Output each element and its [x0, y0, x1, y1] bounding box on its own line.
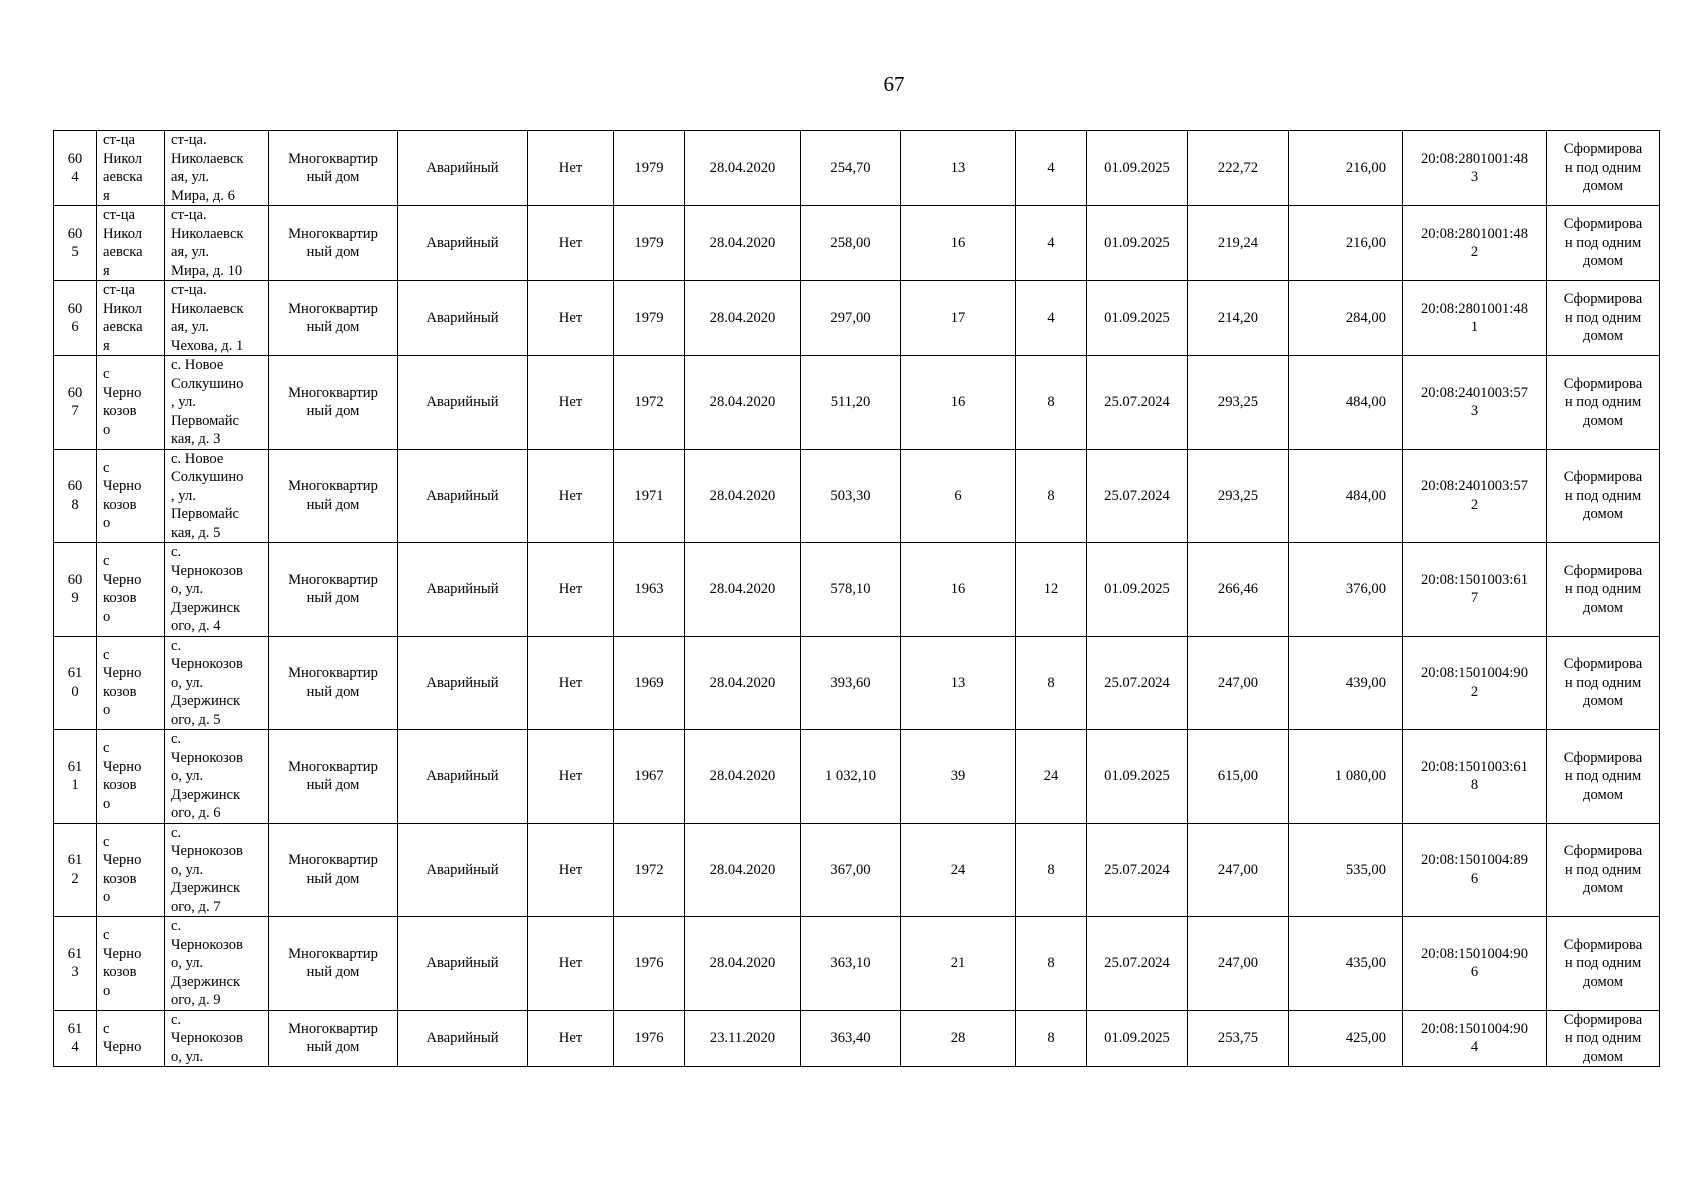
cell-area: 511,20 [801, 356, 901, 450]
cell-cadastre: 20:08:2801001:48 2 [1403, 206, 1547, 281]
cell-deadline: 01.09.2025 [1087, 281, 1188, 356]
cell-value-2: 484,00 [1289, 356, 1403, 450]
cell-flag: Нет [528, 449, 614, 543]
cell-condition: Аварийный [398, 449, 528, 543]
cell-settlement: ст-ца Никол аевска я [97, 206, 165, 281]
cell-deadline: 01.09.2025 [1087, 131, 1188, 206]
cell-flag: Нет [528, 281, 614, 356]
cell-area: 363,10 [801, 917, 901, 1011]
cell-flag: Нет [528, 131, 614, 206]
cell-area: 297,00 [801, 281, 901, 356]
cell-year: 1979 [614, 131, 685, 206]
cell-number: 60 9 [54, 543, 97, 637]
cell-year: 1976 [614, 917, 685, 1011]
cell-building-type: Многоквартир ный дом [269, 1010, 398, 1067]
cell-number: 61 4 [54, 1010, 97, 1067]
cell-address: с. Чернокозов о, ул. Дзержинск ого, д. 7 [165, 823, 269, 917]
cell-count: 8 [1016, 917, 1087, 1011]
cell-cadastre: 20:08:1501004:90 4 [1403, 1010, 1547, 1067]
cell-status: Сформирова н под одним домом [1547, 636, 1660, 730]
cell-condition: Аварийный [398, 131, 528, 206]
cell-settlement: ст-ца Никол аевска я [97, 281, 165, 356]
cell-date: 28.04.2020 [685, 823, 801, 917]
cell-area: 578,10 [801, 543, 901, 637]
cell-status: Сформирова н под одним домом [1547, 730, 1660, 824]
cell-cadastre: 20:08:2401003:57 3 [1403, 356, 1547, 450]
cell-cadastre: 20:08:1501004:89 6 [1403, 823, 1547, 917]
cell-building-type: Многоквартир ный дом [269, 449, 398, 543]
cell-condition: Аварийный [398, 917, 528, 1011]
cell-flag: Нет [528, 823, 614, 917]
cell-number: 60 4 [54, 131, 97, 206]
cell-residents: 24 [901, 823, 1016, 917]
cell-address: с. Чернокозов о, ул. Дзержинск ого, д. 5 [165, 636, 269, 730]
cell-building-type: Многоквартир ный дом [269, 543, 398, 637]
cell-value-2: 535,00 [1289, 823, 1403, 917]
cell-status: Сформирова н под одним домом [1547, 1010, 1660, 1067]
cell-year: 1979 [614, 281, 685, 356]
cell-address: с. Чернокозов о, ул. Дзержинск ого, д. 6 [165, 730, 269, 824]
cell-year: 1979 [614, 206, 685, 281]
cell-residents: 16 [901, 206, 1016, 281]
table-row [54, 730, 1660, 824]
cell-value-1: 253,75 [1188, 1010, 1289, 1067]
cell-flag: Нет [528, 543, 614, 637]
cell-deadline: 01.09.2025 [1087, 206, 1188, 281]
cell-count: 4 [1016, 131, 1087, 206]
cell-cadastre: 20:08:1501003:61 7 [1403, 543, 1547, 637]
cell-count: 12 [1016, 543, 1087, 637]
cell-value-1: 615,00 [1188, 730, 1289, 824]
cell-residents: 39 [901, 730, 1016, 824]
cell-value-1: 214,20 [1188, 281, 1289, 356]
cell-year: 1967 [614, 730, 685, 824]
cell-date: 28.04.2020 [685, 543, 801, 637]
cell-cadastre: 20:08:2401003:57 2 [1403, 449, 1547, 543]
cell-flag: Нет [528, 206, 614, 281]
housing-table [53, 130, 1660, 1067]
cell-status: Сформирова н под одним домом [1547, 206, 1660, 281]
cell-status: Сформирова н под одним домом [1547, 131, 1660, 206]
cell-value-2: 439,00 [1289, 636, 1403, 730]
cell-address: с. Чернокозов о, ул. Дзержинск ого, д. 4 [165, 543, 269, 637]
cell-settlement: ст-ца Никол аевска я [97, 131, 165, 206]
cell-count: 4 [1016, 281, 1087, 356]
table-row [54, 281, 1660, 356]
cell-status: Сформирова н под одним домом [1547, 281, 1660, 356]
cell-year: 1972 [614, 356, 685, 450]
cell-deadline: 25.07.2024 [1087, 356, 1188, 450]
cell-number: 61 3 [54, 917, 97, 1011]
cell-building-type: Многоквартир ный дом [269, 823, 398, 917]
cell-date: 28.04.2020 [685, 636, 801, 730]
cell-address: ст-ца. Николаевск ая, ул. Мира, д. 10 [165, 206, 269, 281]
cell-value-1: 293,25 [1188, 356, 1289, 450]
cell-settlement: с Черно козов о [97, 917, 165, 1011]
table-row [54, 449, 1660, 543]
cell-cadastre: 20:08:2801001:48 3 [1403, 131, 1547, 206]
cell-year: 1976 [614, 1010, 685, 1067]
cell-number: 60 8 [54, 449, 97, 543]
cell-area: 367,00 [801, 823, 901, 917]
cell-value-2: 216,00 [1289, 131, 1403, 206]
cell-condition: Аварийный [398, 823, 528, 917]
cell-cadastre: 20:08:1501004:90 2 [1403, 636, 1547, 730]
cell-count: 8 [1016, 636, 1087, 730]
cell-building-type: Многоквартир ный дом [269, 730, 398, 824]
cell-value-1: 293,25 [1188, 449, 1289, 543]
cell-value-2: 216,00 [1289, 206, 1403, 281]
cell-area: 258,00 [801, 206, 901, 281]
table-row [54, 356, 1660, 450]
cell-address: с. Чернокозов о, ул. [165, 1010, 269, 1067]
cell-status: Сформирова н под одним домом [1547, 823, 1660, 917]
cell-value-2: 1 080,00 [1289, 730, 1403, 824]
cell-area: 254,70 [801, 131, 901, 206]
cell-residents: 16 [901, 543, 1016, 637]
cell-status: Сформирова н под одним домом [1547, 543, 1660, 637]
cell-number: 61 0 [54, 636, 97, 730]
cell-year: 1963 [614, 543, 685, 637]
cell-residents: 28 [901, 1010, 1016, 1067]
table-row [54, 917, 1660, 1011]
cell-residents: 13 [901, 636, 1016, 730]
cell-condition: Аварийный [398, 543, 528, 637]
table-row [54, 823, 1660, 917]
cell-residents: 13 [901, 131, 1016, 206]
table-row [54, 543, 1660, 637]
cell-year: 1971 [614, 449, 685, 543]
cell-value-1: 266,46 [1188, 543, 1289, 637]
cell-cadastre: 20:08:2801001:48 1 [1403, 281, 1547, 356]
cell-status: Сформирова н под одним домом [1547, 356, 1660, 450]
cell-year: 1972 [614, 823, 685, 917]
cell-deadline: 01.09.2025 [1087, 1010, 1188, 1067]
cell-date: 28.04.2020 [685, 356, 801, 450]
cell-condition: Аварийный [398, 356, 528, 450]
cell-deadline: 25.07.2024 [1087, 449, 1188, 543]
cell-date: 28.04.2020 [685, 131, 801, 206]
cell-area: 1 032,10 [801, 730, 901, 824]
cell-date: 28.04.2020 [685, 281, 801, 356]
page-number: 67 [883, 72, 905, 96]
cell-flag: Нет [528, 636, 614, 730]
cell-count: 8 [1016, 823, 1087, 917]
cell-flag: Нет [528, 917, 614, 1011]
cell-building-type: Многоквартир ный дом [269, 131, 398, 206]
cell-count: 8 [1016, 449, 1087, 543]
cell-number: 61 2 [54, 823, 97, 917]
cell-date: 23.11.2020 [685, 1010, 801, 1067]
cell-address: ст-ца. Николаевск ая, ул. Мира, д. 6 [165, 131, 269, 206]
cell-building-type: Многоквартир ный дом [269, 206, 398, 281]
cell-count: 4 [1016, 206, 1087, 281]
cell-settlement: с Черно козов о [97, 356, 165, 450]
cell-building-type: Многоквартир ный дом [269, 356, 398, 450]
cell-condition: Аварийный [398, 636, 528, 730]
cell-residents: 21 [901, 917, 1016, 1011]
cell-address: с. Чернокозов о, ул. Дзержинск ого, д. 9 [165, 917, 269, 1011]
cell-value-2: 284,00 [1289, 281, 1403, 356]
cell-settlement: с Черно козов о [97, 823, 165, 917]
cell-address: с. Новое Солкушино , ул. Первомайс кая, д. 5 [165, 449, 269, 543]
cell-status: Сформирова н под одним домом [1547, 449, 1660, 543]
cell-building-type: Многоквартир ный дом [269, 636, 398, 730]
cell-value-1: 247,00 [1188, 917, 1289, 1011]
cell-date: 28.04.2020 [685, 730, 801, 824]
table-row [54, 636, 1660, 730]
cell-count: 24 [1016, 730, 1087, 824]
cell-flag: Нет [528, 730, 614, 824]
cell-number: 60 6 [54, 281, 97, 356]
cell-count: 8 [1016, 356, 1087, 450]
cell-deadline: 25.07.2024 [1087, 636, 1188, 730]
cell-deadline: 01.09.2025 [1087, 543, 1188, 637]
cell-residents: 16 [901, 356, 1016, 450]
cell-number: 60 5 [54, 206, 97, 281]
cell-area: 393,60 [801, 636, 901, 730]
cell-value-2: 376,00 [1289, 543, 1403, 637]
cell-date: 28.04.2020 [685, 917, 801, 1011]
cell-building-type: Многоквартир ный дом [269, 917, 398, 1011]
cell-value-2: 425,00 [1289, 1010, 1403, 1067]
cell-area: 363,40 [801, 1010, 901, 1067]
cell-deadline: 25.07.2024 [1087, 917, 1188, 1011]
cell-deadline: 25.07.2024 [1087, 823, 1188, 917]
cell-condition: Аварийный [398, 1010, 528, 1067]
cell-value-1: 247,00 [1188, 636, 1289, 730]
cell-date: 28.04.2020 [685, 449, 801, 543]
cell-condition: Аварийный [398, 281, 528, 356]
cell-residents: 6 [901, 449, 1016, 543]
cell-condition: Аварийный [398, 730, 528, 824]
cell-value-2: 435,00 [1289, 917, 1403, 1011]
cell-cadastre: 20:08:1501004:90 6 [1403, 917, 1547, 1011]
cell-area: 503,30 [801, 449, 901, 543]
cell-year: 1969 [614, 636, 685, 730]
cell-value-1: 247,00 [1188, 823, 1289, 917]
table-row [54, 131, 1660, 206]
cell-deadline: 01.09.2025 [1087, 730, 1188, 824]
cell-address: с. Новое Солкушино , ул. Первомайс кая, д. 3 [165, 356, 269, 450]
cell-status: Сформирова н под одним домом [1547, 917, 1660, 1011]
table-row [54, 1010, 1660, 1067]
cell-settlement: с Черно козов о [97, 730, 165, 824]
cell-number: 61 1 [54, 730, 97, 824]
cell-value-1: 219,24 [1188, 206, 1289, 281]
cell-date: 28.04.2020 [685, 206, 801, 281]
cell-residents: 17 [901, 281, 1016, 356]
cell-settlement: с Черно [97, 1010, 165, 1067]
cell-flag: Нет [528, 1010, 614, 1067]
cell-cadastre: 20:08:1501003:61 8 [1403, 730, 1547, 824]
cell-condition: Аварийный [398, 206, 528, 281]
table-row [54, 206, 1660, 281]
cell-building-type: Многоквартир ный дом [269, 281, 398, 356]
cell-settlement: с Черно козов о [97, 449, 165, 543]
cell-count: 8 [1016, 1010, 1087, 1067]
cell-value-1: 222,72 [1188, 131, 1289, 206]
cell-number: 60 7 [54, 356, 97, 450]
table-body [54, 131, 1660, 1067]
cell-flag: Нет [528, 356, 614, 450]
cell-address: ст-ца. Николаевск ая, ул. Чехова, д. 1 [165, 281, 269, 356]
cell-settlement: с Черно козов о [97, 543, 165, 637]
cell-settlement: с Черно козов о [97, 636, 165, 730]
cell-value-2: 484,00 [1289, 449, 1403, 543]
